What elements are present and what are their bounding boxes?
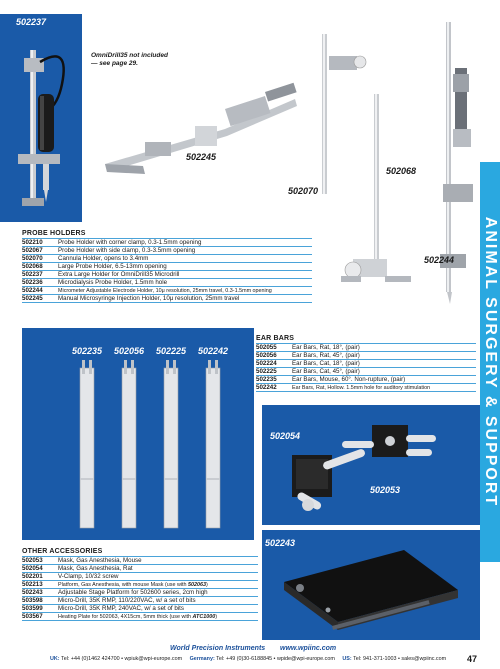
table-row (256, 344, 476, 352)
table-row (22, 295, 312, 303)
footer-contacts (50, 656, 446, 662)
description-text: Heating Plate for 502063, 4X15cm, 5mm thick (use with (58, 613, 193, 620)
table-row (256, 384, 476, 392)
product-description (58, 613, 258, 621)
masks-illustration (262, 405, 480, 525)
description-tail: ) (215, 613, 218, 620)
platform-photo-code: 502243 (265, 538, 296, 548)
product-description: Probe Holder with side clamp, 0.3-3.5mm opening (58, 247, 312, 255)
ear-bars-photo-panel (22, 328, 254, 540)
table-row (256, 368, 476, 376)
product-description: Microdialysis Probe Holder, 1.5mm hole (58, 279, 312, 287)
other-accessories-section (22, 548, 262, 621)
probe-holders-title: PROBE HOLDERS (22, 230, 86, 237)
ear-bar-photo-code: 502225 (156, 346, 187, 356)
other-accessories-title: OTHER ACCESSORIES (22, 548, 103, 555)
section-side-tab (480, 162, 500, 562)
cannula-holder-502070 (322, 34, 366, 194)
probe-holders-table (22, 238, 312, 303)
footer-de: Tel: +49 (0)30-6188845 • wpide@wpi-europe.com (216, 656, 335, 662)
product-code: 502224 (256, 360, 292, 368)
product-description: Large Probe Holder, 6.5-13mm opening (58, 263, 312, 271)
product-description: Manual Microsyringe Injection Holder, 10μ resolution, 25mm travel (58, 295, 312, 303)
description-text: Platform, Gas Anesthesia, with mouse Mask (use with (58, 581, 189, 588)
product-description: Ear Bars, Cat, 18°, (pair) (292, 360, 476, 368)
note-line-1: OmniDrill35 not included (91, 52, 168, 59)
photo-label-502245: 502245 (186, 152, 217, 162)
ear-bar-photo-code: 502235 (72, 346, 103, 356)
product-code: 502225 (256, 368, 292, 376)
probe-holders-section (22, 230, 322, 303)
table-row (22, 263, 312, 271)
ear-bar-photo-code: 502242 (198, 346, 229, 356)
product-description: Cannula Holder, opens to 3.4mm (58, 255, 312, 263)
platform-illustration (262, 530, 480, 640)
table-row (256, 352, 476, 360)
product-code: 502067 (22, 247, 58, 255)
product-description (58, 581, 258, 589)
description-tail: ) (206, 581, 208, 588)
product-description: Micrometer Adjustable Electrode Holder, 10μ resolution, 25mm travel, 0.3-1.5mm opening (58, 287, 312, 295)
note-line-2: — see page 29. (91, 60, 138, 67)
table-row (256, 376, 476, 384)
ear-bars-section (256, 335, 478, 392)
table-row (22, 573, 258, 581)
other-accessories-table (22, 556, 258, 621)
ear-bars-illustration (22, 328, 254, 540)
product-description: V-Clamp, 10/32 screw (58, 573, 258, 581)
drill-holder-illustration (0, 14, 82, 222)
table-row (22, 597, 258, 605)
product-code: 502213 (22, 581, 58, 589)
footer-uk-label: UK: (50, 656, 60, 662)
product-description: Ear Bars, Cat, 45°, (pair) (292, 368, 476, 376)
table-row (22, 565, 258, 573)
product-code: 502068 (22, 263, 58, 271)
product-code: 502201 (22, 573, 58, 581)
table-row (22, 287, 312, 295)
product-code: 502210 (22, 239, 58, 247)
product-code: 502244 (22, 287, 58, 295)
product-code: 502054 (22, 565, 58, 573)
product-description: Ear Bars, Rat, 45°, (pair) (292, 352, 476, 360)
product-code: 502245 (22, 295, 58, 303)
table-row (256, 360, 476, 368)
masks-photo-panel (262, 405, 480, 525)
product-code: 502237 (22, 271, 58, 279)
photo-502237 (0, 14, 82, 222)
product-description: Mask, Gas Anesthesia, Rat (58, 565, 258, 573)
product-description: Probe Holder with corner clamp, 0.3-1.5mm opening (58, 239, 312, 247)
large-probe-holder-502068 (341, 94, 411, 282)
ear-bar-photo-code: 502056 (114, 346, 145, 356)
product-code: 502243 (22, 589, 58, 597)
description-ref: 502063 (188, 581, 207, 588)
table-row (22, 613, 258, 621)
product-description: Micro-Drill, 35K RMP, 240VAC, w/ a set of bits (58, 605, 258, 613)
product-description: Ear Bars, Mouse, 60°. Non-rupture, (pair) (292, 376, 476, 384)
footer-us: Tel: 941-371-1003 • sales@wpiinc.com (353, 656, 447, 662)
ear-bars-title: EAR BARS (256, 335, 295, 342)
ear-bars-table (256, 343, 476, 392)
product-description: Micro-Drill, 35K RMP, 110/220VAC, w/ a set of bits (58, 597, 258, 605)
mask-photo-code-b: 502053 (370, 485, 401, 495)
table-row (22, 589, 258, 597)
photo-label-502070: 502070 (288, 186, 319, 196)
product-code: 502242 (256, 384, 292, 392)
table-row (22, 557, 258, 565)
footer-company: World Precision Instruments (170, 645, 266, 652)
mask-photo-code-a: 502054 (270, 431, 301, 441)
product-code: 502235 (256, 376, 292, 384)
page-number: 47 (467, 654, 478, 664)
platform-photo-panel (262, 530, 480, 640)
product-code: 502056 (256, 352, 292, 360)
photo-label-502068: 502068 (386, 166, 417, 176)
footer-de-label: Germany: (189, 656, 215, 662)
table-row (22, 605, 258, 613)
product-code: 503598 (22, 597, 58, 605)
photo-label-502244: 502244 (424, 255, 455, 265)
table-row (22, 255, 312, 263)
footer-us-label: US: (342, 656, 352, 662)
product-code: 502070 (22, 255, 58, 263)
product-description: Extra Large Holder for OmniDrill35 Microdrill (58, 271, 312, 279)
product-code: 502236 (22, 279, 58, 287)
table-row (22, 271, 312, 279)
section-side-tab-label: ANIMAL SURGERY & SUPPORT (482, 216, 499, 508)
footer-uk: Tel: +44 (0)1462 424700 • wpiuk@wpi-europe.com (61, 656, 183, 662)
photo-code-label: 502237 (16, 17, 47, 27)
product-description: Adjustable Stage Platform for 502600 series, 2cm high (58, 589, 258, 597)
table-row (22, 581, 258, 589)
table-row (22, 247, 312, 255)
product-code: 503567 (22, 613, 58, 621)
product-description: Ear Bars, Rat, Hollow. 1.5mm hole for auditory stimulation (292, 384, 476, 392)
table-row (22, 279, 312, 287)
description-ref: ATC1000 (192, 613, 216, 620)
product-description: Ear Bars, Rat, 18°, (pair) (292, 344, 476, 352)
product-code: 502053 (22, 557, 58, 565)
product-code: 502055 (256, 344, 292, 352)
product-description: Mask, Gas Anesthesia, Mouse (58, 557, 258, 565)
table-row (22, 239, 312, 247)
footer-website[interactable]: www.wpiinc.com (280, 645, 337, 652)
product-code: 503599 (22, 605, 58, 613)
